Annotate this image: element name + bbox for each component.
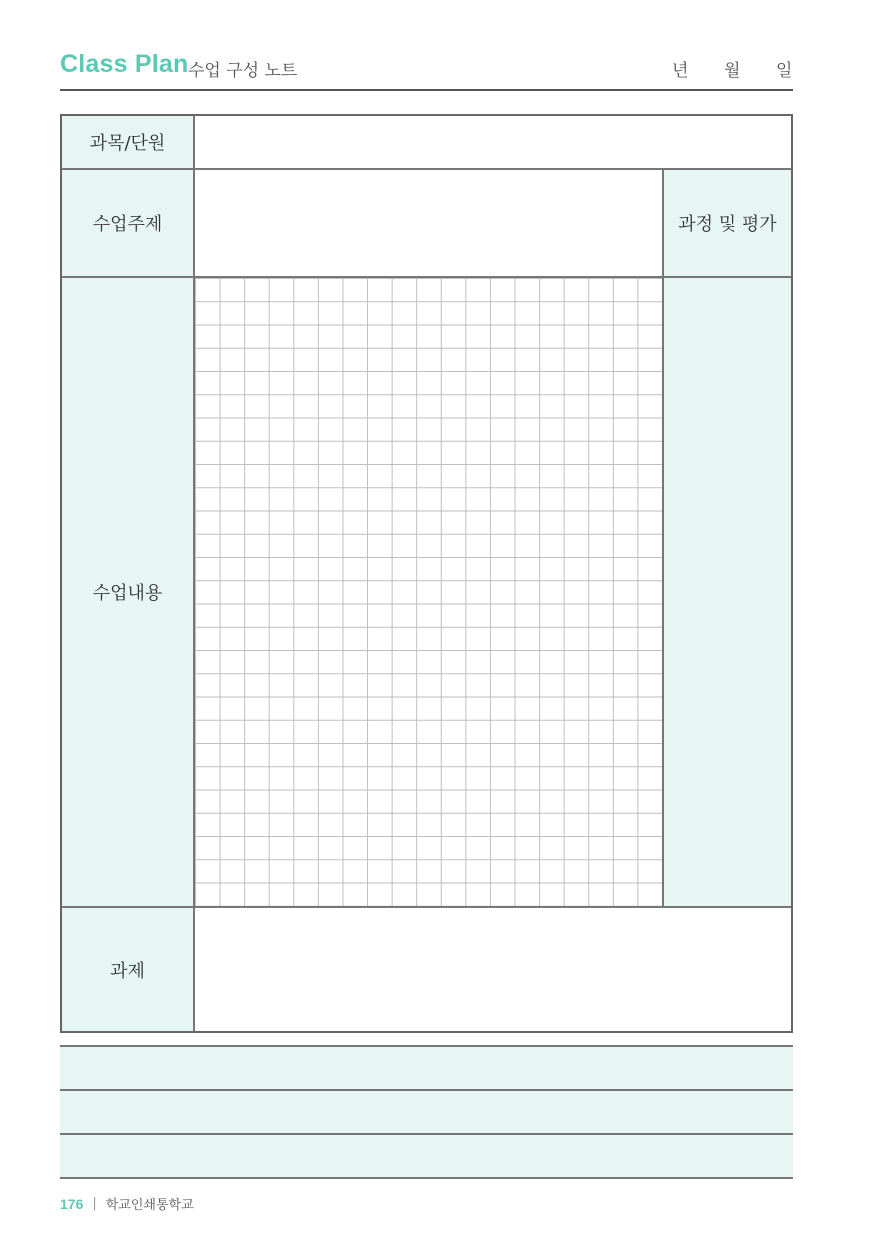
assignment-label: 과제 <box>62 908 193 1031</box>
day-label: 일 <box>776 61 793 81</box>
process-eval-field[interactable] <box>664 278 791 906</box>
lesson-topic-label: 수업주제 <box>62 170 193 276</box>
process-eval-label: 과정 및 평가 <box>664 170 791 276</box>
notes-bottom-rule <box>60 1177 793 1179</box>
page-header <box>60 48 793 88</box>
brand-title: Class Plan <box>60 50 189 78</box>
subject-unit-field[interactable] <box>195 116 791 168</box>
notes-section <box>60 1045 793 1179</box>
page-subtitle: 수업 구성 노트 <box>188 61 298 81</box>
month-label: 월 <box>724 61 741 81</box>
year-label: 년 <box>672 61 689 81</box>
subject-unit-label: 과목/단원 <box>62 116 193 168</box>
lesson-content-label: 수업내용 <box>62 278 193 906</box>
publisher-name: 학교인쇄통학교 <box>105 1198 194 1213</box>
assignment-field[interactable] <box>195 908 791 1031</box>
column-divider <box>193 116 195 1031</box>
page-footer <box>60 1194 194 1213</box>
page-number: 176 <box>60 1195 84 1212</box>
lesson-topic-field[interactable] <box>195 170 662 276</box>
lesson-content-grid[interactable] <box>195 278 662 906</box>
note-line[interactable] <box>60 1089 793 1133</box>
lesson-plan-form <box>60 114 793 1033</box>
note-line[interactable] <box>60 1133 793 1177</box>
footer-separator: | <box>92 1196 97 1211</box>
note-line[interactable] <box>60 1045 793 1089</box>
header-divider <box>60 89 793 91</box>
column-divider <box>662 168 664 908</box>
